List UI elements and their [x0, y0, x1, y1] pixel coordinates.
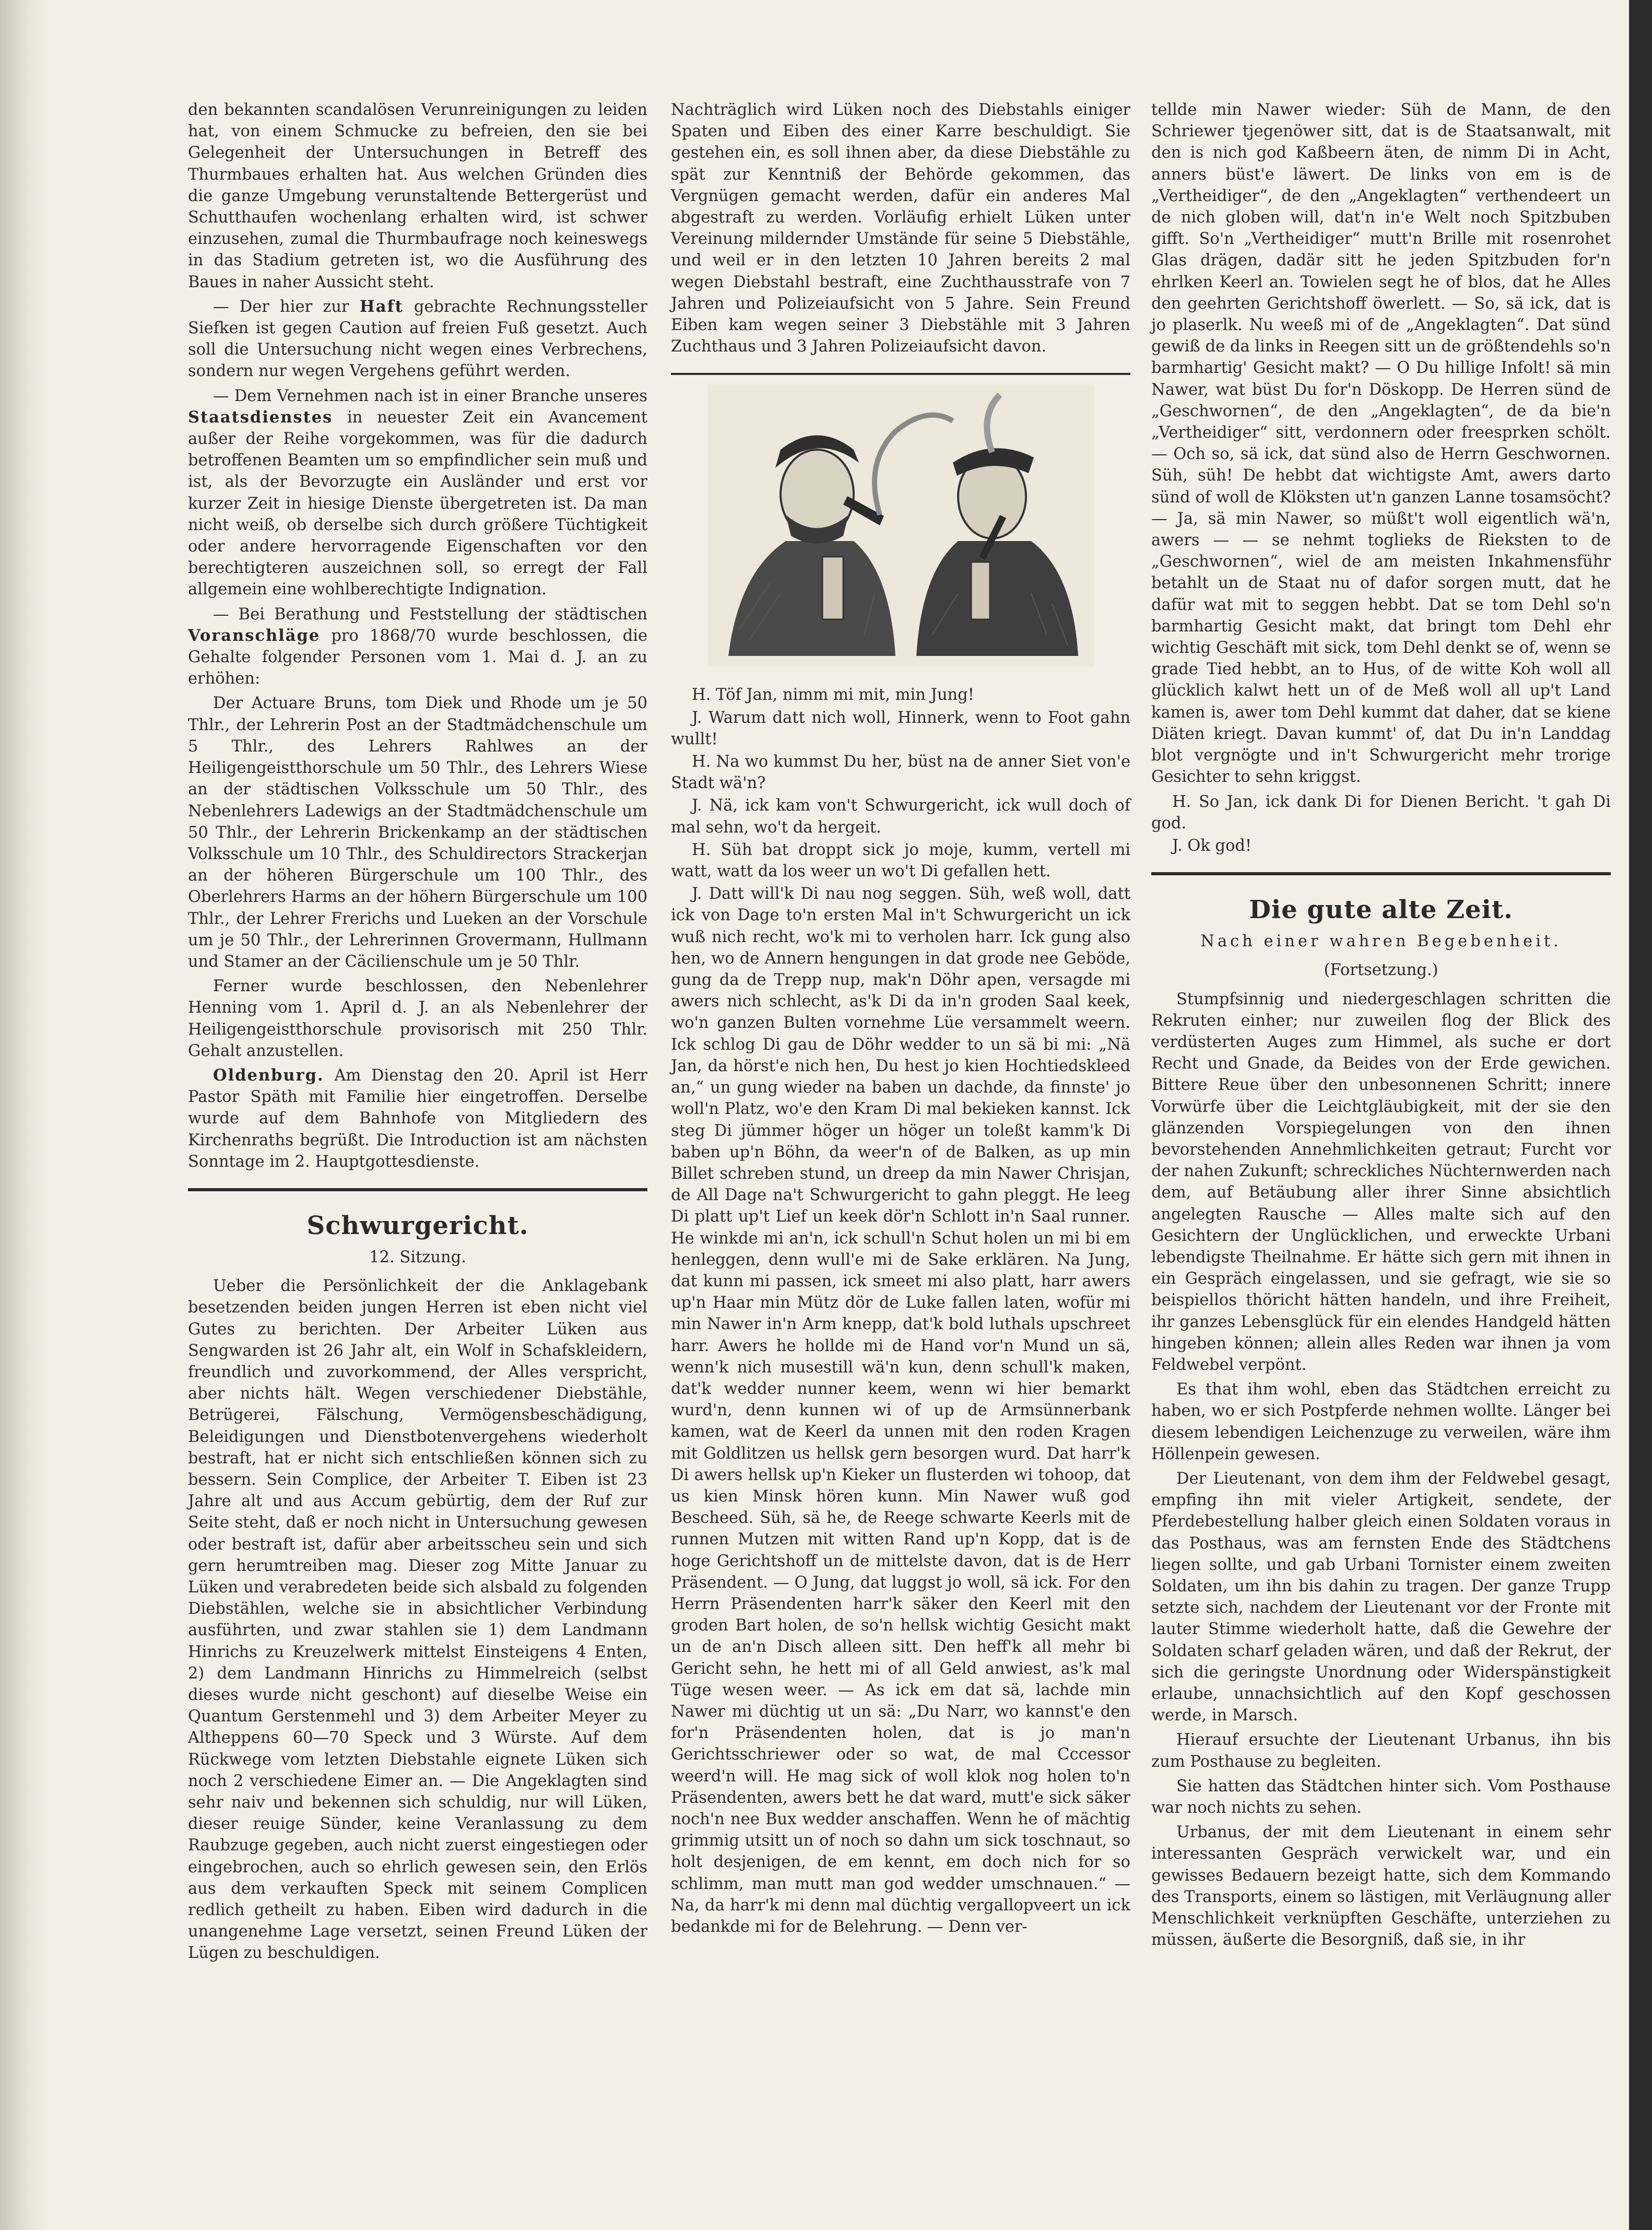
article-paragraph: Hierauf ersuchte der Lieutenant Urbanus, ihn bis zum Posthause zu begleiten.	[1151, 1731, 1611, 1771]
keyword: Oldenburg.	[213, 1065, 324, 1085]
section-heading: Schwurgericht.	[306, 1211, 529, 1240]
article-paragraph: — Dem Vernehmen nach ist in einer Branche unseres Staatsdienstes in neuester Zeit ein Avancement außer der Reihe vorgekommen, was für die dadurch betroffenen Beamten um so empfindlicher sein muß und ist, als der Bevorzugte ein Ausländer und erst vor kurzer Zeit in hiesige Dienste übergetreten ist. Da man nicht weiß, ob derselbe sich durch größere Tüchtigkeit oder andere hervorragende Eigenschaften vor den berechtigteren auszeichnen soll, so erregt der Fall allgemein eine wohlberechtigte Indignation.	[188, 386, 647, 599]
article-paragraph: den bekannten scandalösen Verunreinigungen zu leiden hat, von einem Schmucke zu befreien, den sie bei Gelegenheit der Untersuchungen in Betreff des Thurmbaues erhalten hat. Aus welchen Gründen dies die ganze Umgebung verunstaltende Bettergerüst und Schutthaufen wochenlang erhalten wird, ist schwer einzusehen, zumal die Thurmbaufrage noch keineswegs in das Stadium getreten ist, wo die Ausführung des Baues in naher Aussicht steht.	[188, 101, 647, 291]
dialogue-line: H. Na wo kummst Du her, büst na de anner Siet von'e Stadt wä'n?	[671, 753, 1130, 793]
article-paragraph: Der Actuare Bruns, tom Diek und Rhode um je 50 Thlr., der Lehrerin Post an der Stadtmädchenschule um 5 Thlr., des Lehrers Rahlwes an der Heiligengeistthorschule um 50 Thlr., des Lehrers Wiese an der städtischen Volksschule um 50 Thlr., des Nebenlehrers Ladewigs an der Stadtmädchenschule um 50 Thlr., der Lehrerin Brickenkamp an der städtischen Volksschule um 10 Thlr., des Schuldirectors Strackerjan an der höheren Bürgerschule um 100 Thlr., des Oberlehrers Harms an der höhern Bürgerschule um 100 Thlr., der Lehrer Frerichs und Lueken an der Vorschule um je 50 Thlr., der Lehrerinnen Grovermann, Hullmann und Stamer an der Cäcilienschule um je 50 Thlr.	[188, 694, 647, 971]
article-paragraph: Ferner wurde beschlossen, den Nebenlehrer Henning vom 1. April d. J. an als Nebenlehrer der Heiligengeistthorschule provisorisch mit 250 Thlr. Gehalt anzustellen.	[188, 977, 647, 1060]
two-men-smoking-pipes-illustration	[707, 384, 1094, 666]
section-subheading: 12. Sitzung.	[369, 1248, 466, 1266]
continuation-note: (Fortsetzung.)	[1324, 961, 1438, 980]
section-divider	[671, 373, 1130, 375]
article-paragraph: Sie hatten das Städtchen hinter sich. Vom Posthause war noch nichts zu sehen.	[1151, 1777, 1611, 1817]
dialogue-line: J. Warum datt nich woll, Hinnerk, wenn to Foot gahn wullt!	[671, 708, 1130, 748]
article-paragraph: — Der hier zur Haft gebrachte Rechnungssteller Siefken ist gegen Caution auf freien Fuß gesetzt. Auch soll die Untersuchung nicht wegen eines Verbrechens, sondern nur wegen Vergehens geführt werden.	[188, 297, 647, 381]
keyword: Haft	[359, 297, 404, 316]
dialogue-line: H. So Jan, ick dank Di for Dienen Bericht. 't gah Di god.	[1151, 792, 1611, 832]
keyword: Voranschläge	[188, 626, 321, 645]
article-paragraph: tellde min Nawer wieder: Süh de Mann, de den Schriewer tjegenöwer sitt, dat is de Staatsanwalt, mit den is nich god Kaßbeern äten, de nimm Di in Acht, anners büst'e läwert. De links von em is de „Vertheidiger“, de den „Angeklagten“ verthendeert un de nich globen will, dat'n in'e Welt noch Spitzbuben gifft. So'n „Vertheidiger“ mutt'n Brille mit rosenrohet Glas drägen, dadär sitt he jeden Spitzbuden for'n ehrlken Keerl an. Towielen segt he of blos, dat he Alles den geehrten Gerichtshoff öwerlett. — So, sä ick, dat is jo plaserlk. Nu weeß mi of de „Angeklagten“. Dat sünd gewiß de da links in Reegen sitt un de größtendehls so'n barmhartig' Gesicht makt? — O Du hillige Infolt! sä min Nawer, wat büst Du for'n Döskopp. De Herren sünd de „Geschwornen“, de den „Angeklagten“, de da bie'n „Vertheidiger“ sitt, verdonnern oder freesprken schölt. — Och so, sä ick, dat sünd also de Herrn Geschwornen. Süh, süh! De hebbt dat wichtigste Amt, awers darto sünd of woll de Klöksten ut'n ganzen Lanne tosamsöcht? — Ja, sä min Nawer, so müßt't woll eigentlich wä'n, awers — — se nehmt toglieks de Rieksten to de „Geschwornen“, wiel de am meisten Inkahmensführ betahlt un de Staat nu of dafor sorgen mutt, dat he dafür wat mit to seggen hebbt. Dat se tom Dehl so'n barmhartig Gesicht makt, dat bringt tom Dehl ehr wichtig Geschäft mit sick, tom Dehl denkt se of, wenn se grade Tied hebbt, an to Hus, of de witte Koh woll all glücklich kalwt hett un of de Meß woll all up't Land kamen is, awer tom Dehl kummt dat daher, dat se kiene Diäten kriegt. Davan kummt' of, dat Du in'n Landdag blot vergnögte und in't Schwurgericht mehr trorige Gesichter to sehn kriggst.	[1151, 101, 1611, 787]
article-paragraph: Stumpfsinnig und niedergeschlagen schritten die Rekruten einher; nur zuweilen flog der Blick des verdüsterten Auges zum Himmel, als suche er dort Recht und Gnade, da Beides von der Erde gewichen. Bittere Reue über den unbesonnenen Schritt; innere Vorwürfe über die Leichtgläubigkeit, mit der sie den glänzenden Vorspiegelungen von den ihnen bevorstehenden Annehmlichkeiten getraut; Furcht vor der nahen Zukunft; schreckliches Nüchternwerden nach dem, auf Betäubung aller ihrer Sinne absichtlich angelegten Rausche — Alles malte sich auf den Gesichtern der Unglücklichen, und erweckte Urbani lebendigste Theilnahme. Er hätte sich gern mit ihnen in ein Gespräch eingelassen, und sie gefragt, wie sie so beispiellos thöricht hätten handeln, und ihre Freiheit, ihr ganzes Lebensglück für ein elendes Handgeld hätten hingeben können; allein alles Reden war ihnen ja vom Feldwebel verpönt.	[1151, 990, 1611, 1374]
section-subheading: Nach einer wahren Begebenheit.	[1200, 932, 1562, 951]
scan-edge	[1629, 0, 1652, 2230]
dialogue-line: J. Datt will'k Di nau nog seggen. Süh, weß woll, datt ick von Dage to'n ersten Mal in't Schwurgericht un ick wuß nich recht, wo'k mi to verholen harr. Ick gung also hen, wo de Annern hengungen in dat grode nee Geböde, gung da de Trepp nup, mak'n Döhr apen, versagde mi awers nich schlecht, as'k Di da in'n groden Saal keek, wo'n ganzen Bulten vornehme Lüe versammelt weern. Ick schlog Di gau de Döhr wedder to un sä bi mi: „Nä Jan, da hörst'e nich hen, Du hest jo kien Hochtiedskleed an,“ un gung wieder na baben un dachde, da finnste' jo woll'n Platz, wo'e den Kram Di mal bekieken kannst. Ick steg Di jümmer höger un höger un toleßt kamm'k Di baben up'n Böhn, da weer'n of de Balken, as up min Billet schreben stund, un dreep da min Nawer Chrisjan, de All Dage na't Schwurgericht to gahn pleggt. He leeg Di platt up't Lief un keek dör'n Schlott in'n Saal runner. He winkde mi an'n, ick schull'n Schut holen un mi bi em henleggen, denn wull'e mi de Sake erklären. Na Jung, dat kunn mi passen, ick smeet mi also platt, harr awers up'n Haar min Mütz dör de Luke fallen laten, wofür mi min Nawer in'n Arm knepp, dat'k bold luthals upschreet harr. Awers he hollde mi de Hand vor'n Mund un sä, wenn'k nich musestill wä'n kun, denn schull'k maken, dat'k wedder nunner keem, wenn wi hier bemarkt wurd'n, denn kunnen wi of up de Armsünnerbank kamen, wat de Keerl da unnen mit den roden Kragen mit Goldlitzen us hellsk gern besorgen wurd. Dat harr'k Di awers hellsk up'n Kieker un flusterden wi tohoop, dat us kien Minsk hören kunn. Min Nawer wuß god Bescheed. Süh, sä he, de Reege schwarte Keerls mit de runnen Mutzen mit witten Rand up'n Kopp, dat is de hoge Gerichtshoff un de mittelste davon, dat is de Herr Präsendent. — O Jung, dat luggst jo woll, sä ick. For den Herrn Präsendenten harr'k säker den Keerl mit den groden Bart holen, de so'n hellsk wichtig Gesicht makt un de an'n Disch alleen sitt. Den heff'k all mehr bi Gericht sehn, he hett mi of all Geld anwiest, as'k mal Tüge wesen weer. — As ick em dat sä, lachde min Nawer mi düchtig ut un sä: „Du Narr, wo kannst'e den for'n Präsendenten holen, dat is jo man'n Gerichtsschriewer oder so wat, de mal Cccessor weerd'n will. He mag sick of woll klok nog holen to'n Präsendenten, awers bett he dat ward, mutt'e sick säker noch'n nee Bux wedder anschaffen. Wenn he of mächtig grimmig utsitt un of noch so dahn um sick toschnaut, so holt desjenigen, de em kennt, em doch nich for so schlimm, man mutt man god wedder umschnauen.“ — Na, da harr'k mi denn mal düchtig vergallopveert un ick bedankde mi for de Belehrung. — Denn ver-	[671, 885, 1130, 1936]
section-divider	[1151, 872, 1611, 875]
dialogue-line: J. Ok god!	[1172, 836, 1252, 855]
keyword: Staatsdienstes	[188, 407, 333, 427]
dialogue-line: H. Süh bat droppt sick jo moje, kumm, vertell mi watt, watt da los weer un wo't Di gefallen hett.	[671, 840, 1130, 881]
column-1	[188, 99, 647, 1967]
section-divider	[188, 1188, 647, 1191]
article-paragraph: Es that ihm wohl, eben das Städtchen erreicht zu haben, wo er sich Postpferde nehmen wollte. Länger bei diesem lebendigen Leichenzuge zu verweilen, wäre ihm Höllenpein gewesen.	[1151, 1380, 1611, 1463]
dialogue-line: J. Nä, ick kam von't Schwurgericht, ick wull doch of mal sehn, wo't da hergeit.	[671, 796, 1130, 837]
engraving-illustration	[671, 384, 1130, 677]
article-paragraph: Ueber die Persönlichkeit der die Anklagebank besetzenden beiden jungen Herren ist eben nicht viel Gutes zu berichten. Der Arbeiter Lüken aus Sengwarden ist 26 Jahr alt, ein Wolf in Schafskleidern, freundlich und zuvorkommend, der Alles verspricht, aber nichts hält. Wegen verschiedener Diebstähle, Betrügerei, Fälschung, Vermögensbeschädigung, Beleidigungen und Dienstbotenvergehens wiederholt bestraft, hat er nicht sich entschließen können sich zu bessern. Sein Complice, der Arbeiter T. Eiben ist 23 Jahre alt und aus Accum gebürtig, dem der Ruf zur Seite steht, daß er noch nicht in Untersuchung gewesen oder bestraft ist, dafür aber arbeitsscheu sein und sich gern herumtreiben mag. Dieser zog Mitte Januar zu Lüken und verabredeten beide sich alsbald zu folgenden Diebstählen, welche sie in absichtlicher Verbindung ausführten, und zwar stahlen sie 1) dem Landmann Hinrichs zu Kreuzelwerk mittelst Einsteigens 4 Enten, 2) dem Landmann Hinrichs zu Himmelreich (selbst dieses wurde nicht geschont) auf dieselbe Weise ein Quantum Gerstenmehl und 3) dem Arbeiter Meyer zu Altheppens 60—70 Speck und 3 Würste. Auf dem Rückwege vom letzten Diebstahle eignete Lüken sich noch 2 verschiedene Eimer an. — Die Angeklagten sind sehr naiv und bekennen sich schuldig, nur will Lüken, dieser reuige Sünder, keine Veranlassung zu dem Raubzuge gegeben, auch nicht zuerst eingestiegen oder eingebrochen, auch so ehrlich gewesen sein, den Erlös aus dem verkauften Speck mit seinem Complicen redlich getheilt zu haben. Eiben wird dadurch in die unangenehme Lage versetzt, seinen Freund Lüken der Lügen zu beschuldigen.	[188, 1277, 647, 1963]
article-paragraph: Nachträglich wird Lüken noch des Diebstahls einiger Spaten und Eiben des einer Karre beschuldigt. Sie gestehen ein, es soll ihnen aber, da diese Diebstähle zu spät zur Kenntniß der Behörde gekommen, das Vergnügen gemacht werden, dafür ein anderes Mal abgestraft zu werden. Vorläufig erhielt Lüken unter Vereinung mildernder Umstände für seine 5 Diebstähle, und weil er in den letzten 10 Jahren bereits 2 mal wegen Diebstahl bestraft, eine Zuchthausstrafe von 7 Jahren und Polizeiaufsicht von 5 Jahre. Sein Freund Eiben kam wegen seiner 3 Diebstähle mit 3 Jahren Zuchthaus und 3 Jahren Polizeiaufsicht davon.	[671, 101, 1130, 356]
article-paragraph: Der Lieutenant, von dem ihm der Feldwebel gesagt, empfing ihn mit vieler Artigkeit, sendete, der Pferdebestellung halber gleich einen Soldaten voraus in das Posthaus, was am fernsten Ende des Städtchens liegen sollte, und gab Urbani Tornister einem zweiten Soldaten, um ihn bis dahin zu tragen. Der ganze Trupp setzte sich, nachdem der Lieutenant vor der Fronte mit lauter Stimme wiederholt hatte, daß die Gewehre der Soldaten scharf geladen wären, und daß der Rekrut, der sich die geringste Unordnung oder Widerspänstigkeit erlaube, unnachsichtlich auf den Kopf geschossen werde, in Marsch.	[1151, 1469, 1611, 1725]
article-paragraph: Urbanus, der mit dem Lieutenant in einem sehr interessanten Gespräch verwickelt war, und ein gewisses Bedauern bezeigt hatte, sich dem Kommando des Transports, einem so lästigen, mit Verläugnung aller Menschlichkeit verknüpften Geschäfte, unterziehen zu müssen, äußerte die Besorgniß, daß sie, in ihr	[1151, 1823, 1611, 1950]
column-3	[1151, 99, 1611, 1954]
page-binding-shadow	[0, 0, 50, 2230]
article-paragraph: — Bei Berathung und Feststellung der städtischen Voranschläge pro 1868/70 wurde beschlossen, die Gehalte folgender Personen vom 1. Mai d. J. an zu erhöhen:	[188, 605, 647, 688]
section-heading: Die gute alte Zeit.	[1249, 895, 1513, 925]
column-2	[671, 99, 1130, 1939]
dialogue-line: H. Töf Jan, nimm mi mit, min Jung!	[692, 686, 974, 705]
article-paragraph: Oldenburg. Am Dienstag den 20. April ist Herr Pastor Späth mit Familie hier eingetroffen. Derselbe wurde auf dem Bahnhofe von Mitgliedern des Kirchenraths begrüßt. Die Introduction ist am nächsten Sonntage im 2. Hauptgottesdienste.	[188, 1065, 647, 1171]
